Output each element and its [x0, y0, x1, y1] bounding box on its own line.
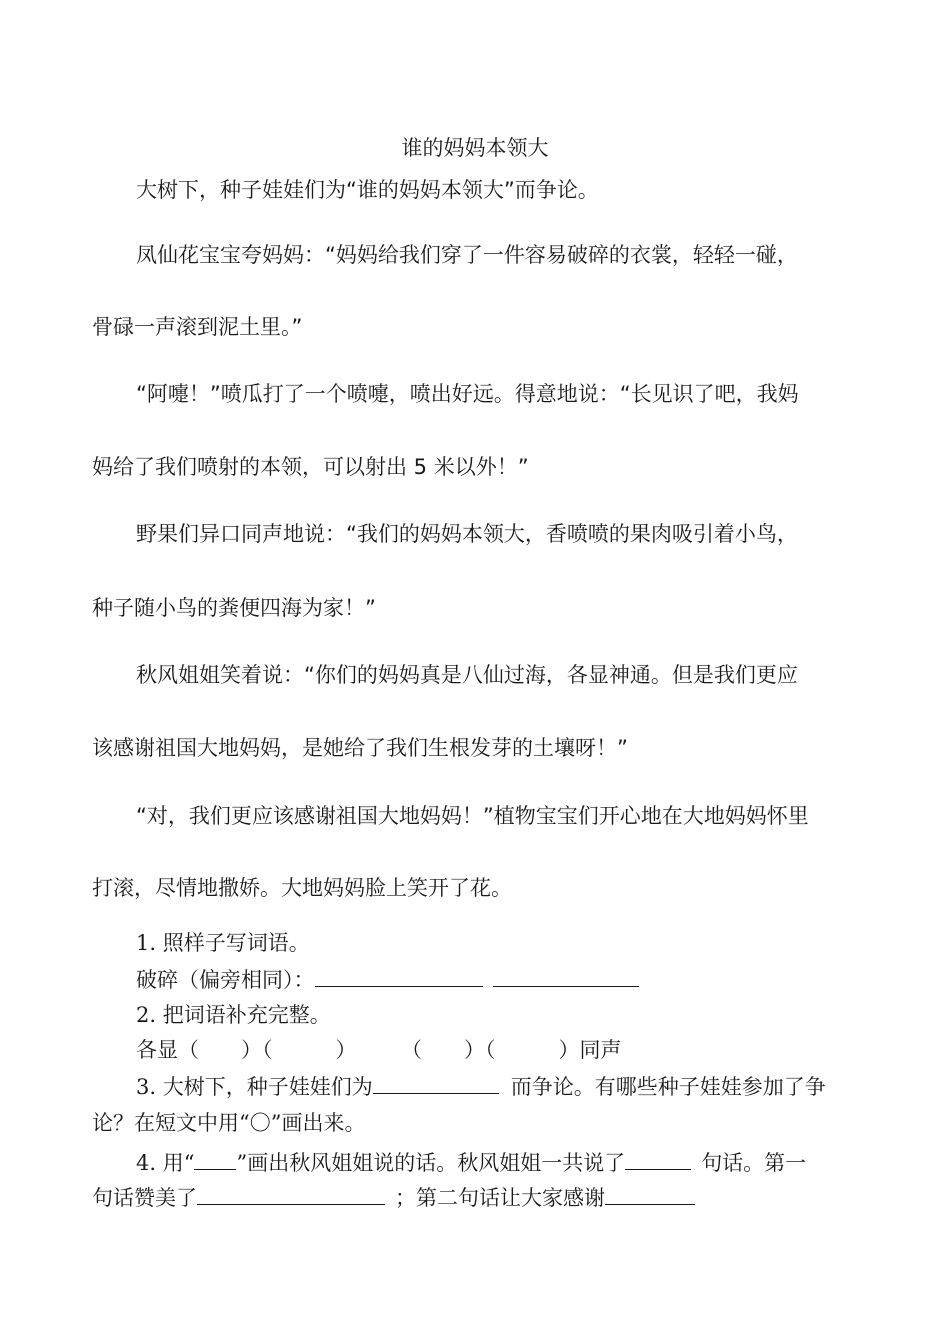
passage-line: 凤仙花宝宝夸妈妈：“妈妈给我们穿了一件容易破碎的衣裳，轻轻一碰，	[136, 243, 798, 267]
question-4-text: 4. 用“	[136, 1151, 195, 1175]
question-4-text: ”画出秋风姐姐说的话。秋风姐姐一共说了	[236, 1151, 626, 1175]
question-4-text: ；第二句话让大家感谢	[395, 1186, 605, 1210]
passage-line: 种子随小鸟的粪便四海为家！”	[92, 596, 376, 620]
passage-line: 秋风姐姐笑着说：“你们的妈妈真是八仙过海，各显神通。但是我们更应	[136, 663, 798, 687]
question-4-text: 句话赞美了	[92, 1186, 197, 1210]
question-3-line-2: 论？在短文中用“〇”画出来。	[92, 1111, 366, 1135]
answer-blank[interactable]	[605, 1182, 695, 1205]
passage-line: 打滚，尽情地撒娇。大地妈妈脸上笑开了花。	[92, 876, 512, 900]
answer-blank[interactable]	[493, 964, 639, 987]
answer-blank[interactable]	[625, 1147, 691, 1170]
question-1-prompt: 破碎（偏旁相同）：	[136, 968, 315, 992]
question-1-line	[136, 963, 639, 997]
passage-line: 大树下，种子娃娃们为“谁的妈妈本领大”而争论。	[136, 178, 599, 202]
question-2-part-1: 各显（ ）（ ）	[136, 1038, 357, 1062]
answer-blank[interactable]	[315, 964, 483, 987]
passage-title: 谁的妈妈本领大	[401, 136, 549, 160]
question-3-text: 3. 大树下，种子娃娃们为	[136, 1075, 373, 1099]
underline-sample	[194, 1147, 236, 1170]
question-2-title: 2. 把词语补充完整。	[136, 1003, 331, 1027]
question-3-line-1	[136, 1070, 826, 1104]
question-4-line-1	[136, 1146, 806, 1180]
passage-line: “对，我们更应该感谢祖国大地妈妈！”植物宝宝们开心地在大地妈妈怀里	[136, 804, 809, 828]
passage-line: “阿嚏！”喷瓜打了一个喷嚏，喷出好远。得意地说：“长见识了吧，我妈	[136, 382, 799, 406]
question-1-title: 1. 照样子写词语。	[136, 931, 310, 955]
passage-line: 骨碌一声滚到泥土里。”	[92, 315, 303, 339]
passage-line: 野果们异口同声地说：“我们的妈妈本领大，香喷喷的果肉吸引着小鸟，	[136, 522, 798, 546]
question-2-part-2: （ ）（ ）同声	[401, 1038, 622, 1062]
question-4-text: 句话。第一	[701, 1151, 807, 1175]
answer-blank[interactable]	[373, 1071, 499, 1094]
question-4-line-2	[92, 1181, 695, 1215]
passage-line: 妈给了我们喷射的本领，可以射出 5 米以外！”	[92, 455, 529, 479]
question-3-text: 而争论。有哪些种子娃娃参加了争	[510, 1075, 826, 1099]
answer-blank[interactable]	[197, 1182, 385, 1205]
passage-line: 该感谢祖国大地妈妈，是她给了我们生根发芽的土壤呀！”	[92, 736, 628, 760]
